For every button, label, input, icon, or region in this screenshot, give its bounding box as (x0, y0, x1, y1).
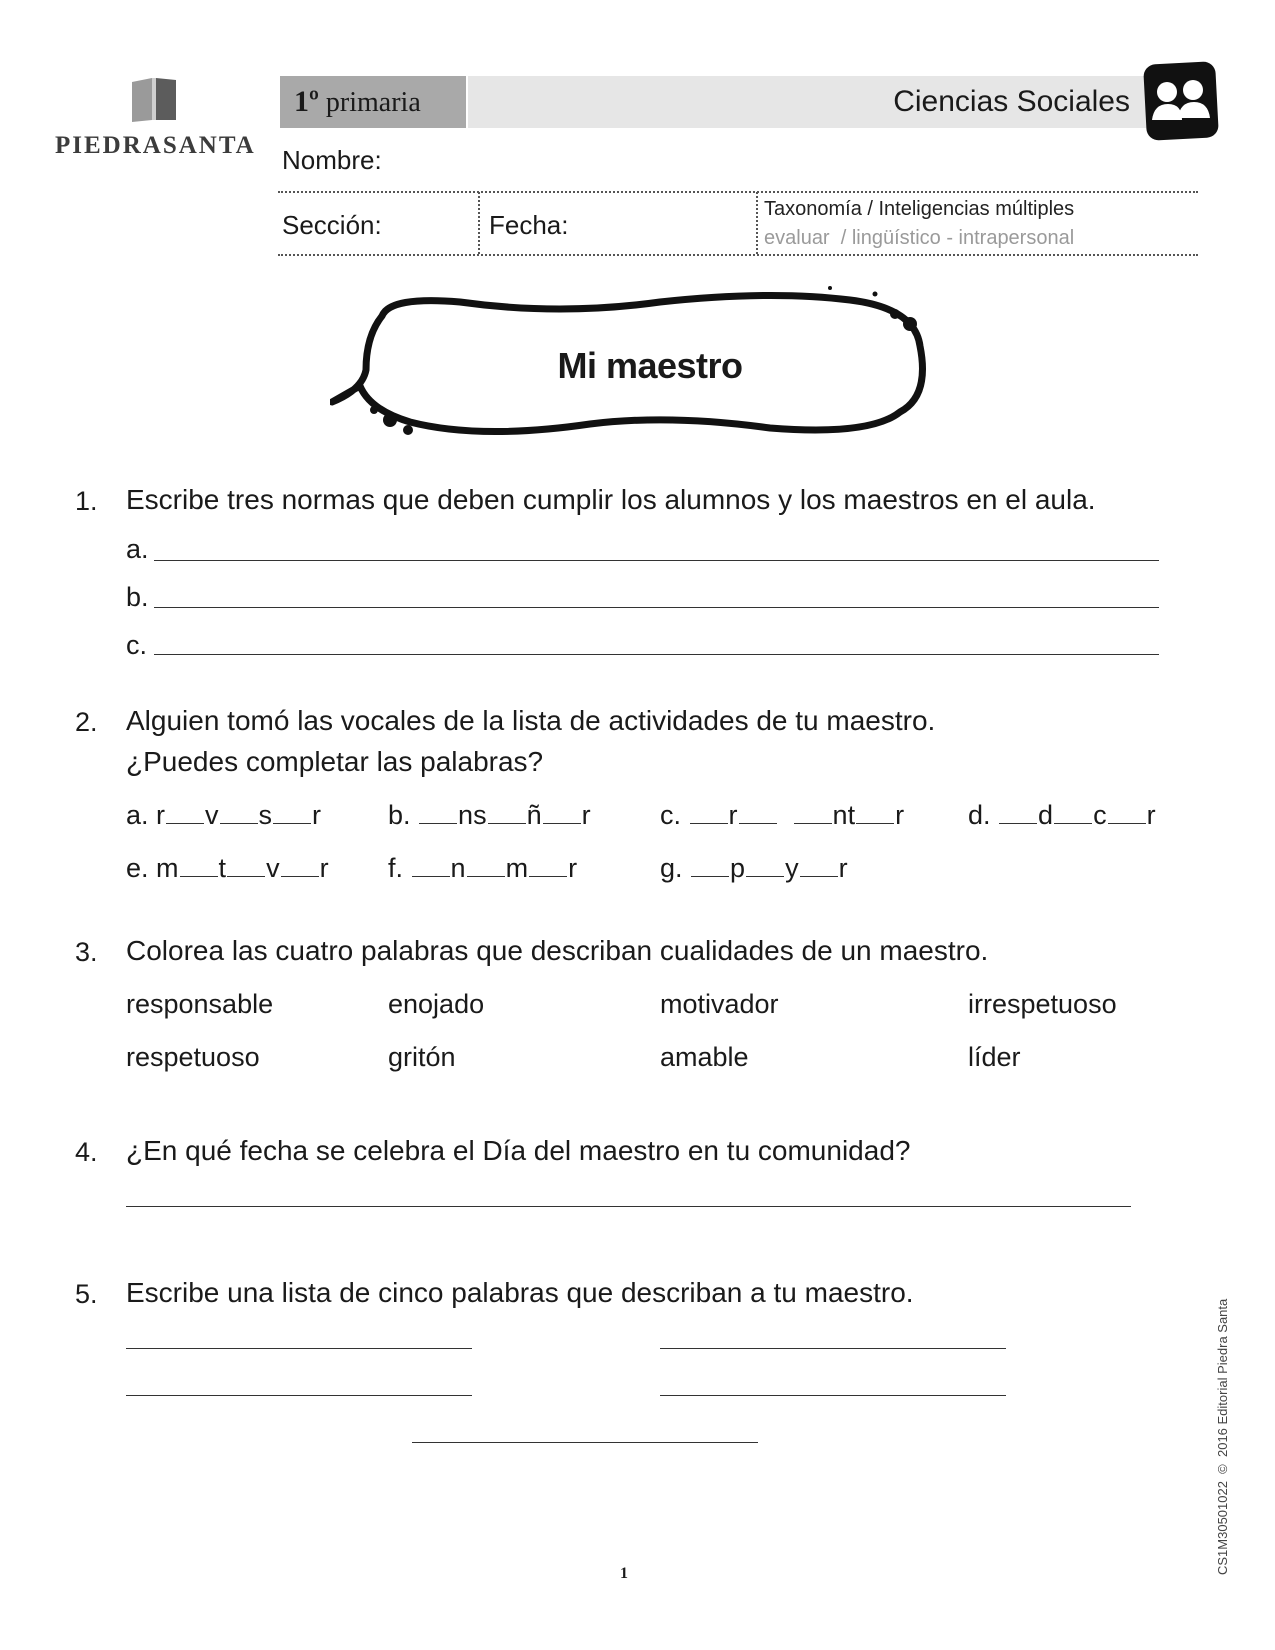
divider (478, 192, 480, 254)
vowel-blank[interactable] (1054, 803, 1092, 824)
quality-word[interactable]: líder (968, 1042, 1021, 1072)
book-logo-icon (130, 76, 180, 124)
answer-line[interactable] (126, 1348, 472, 1349)
vowel-blank[interactable] (739, 803, 777, 824)
question-subtext: ¿Puedes completar las palabras? (126, 746, 544, 777)
missing-vowel-word: g. p y r (660, 853, 848, 883)
vowel-blank[interactable] (856, 803, 894, 824)
nombre-label: Nombre: (282, 145, 382, 175)
answer-label: b. (126, 582, 149, 612)
grade-number: 1º (294, 85, 319, 118)
answer-line[interactable] (154, 607, 1159, 608)
missing-vowel-word: e. m t v r (126, 853, 329, 883)
vowel-blank[interactable] (467, 856, 505, 877)
question-text: Escribe una lista de cinco palabras que describan a tu maestro. (126, 1277, 914, 1308)
taxonomy-values: evaluar / lingüístico - intrapersonal (764, 227, 1075, 249)
subject-title: Ciencias Sociales (468, 76, 1148, 128)
vowel-blank[interactable] (691, 856, 729, 877)
brand-logo-text: PIEDRASANTA (55, 132, 256, 159)
grade-label (280, 76, 466, 128)
quality-word[interactable]: amable (660, 1042, 749, 1072)
page-number: 1 (620, 1565, 628, 1582)
question-number: 5. (75, 1279, 98, 1309)
vowel-blank[interactable] (1108, 803, 1146, 824)
vowel-blank[interactable] (794, 803, 832, 824)
divider (278, 191, 1198, 193)
missing-vowel-word: b. ns ñ r (388, 800, 591, 830)
quality-word[interactable]: responsable (126, 989, 274, 1019)
vowel-blank[interactable] (166, 803, 204, 824)
question-text: Escribe tres normas que deben cumplir los alumnos y los maestros en el aula. (126, 484, 1096, 515)
vowel-blank[interactable] (180, 856, 218, 877)
question-number: 2. (75, 707, 98, 737)
vowel-blank[interactable] (746, 856, 784, 877)
missing-vowel-word: d. d c r (968, 800, 1156, 830)
grade-level: primaria (325, 87, 421, 118)
vowel-blank[interactable] (419, 803, 457, 824)
vowel-blank[interactable] (273, 803, 311, 824)
vowel-blank[interactable] (281, 856, 319, 877)
answer-line[interactable] (660, 1348, 1006, 1349)
vowel-blank[interactable] (529, 856, 567, 877)
quality-word[interactable]: motivador (660, 989, 779, 1019)
vowel-blank[interactable] (227, 856, 265, 877)
missing-vowel-word: c. r nt r (660, 800, 905, 830)
quality-word[interactable]: respetuoso (126, 1042, 260, 1072)
vowel-blank[interactable] (999, 803, 1037, 824)
worksheet-title: Mi maestro (557, 345, 743, 386)
missing-vowel-word: f. n m r (388, 853, 578, 883)
vowel-blank[interactable] (488, 803, 526, 824)
answer-line[interactable] (126, 1395, 472, 1396)
question-text: Alguien tomó las vocales de la lista de actividades de tu maestro. (126, 705, 936, 736)
answer-line[interactable] (412, 1442, 758, 1443)
answer-line[interactable] (126, 1206, 1131, 1207)
vowel-blank[interactable] (690, 803, 728, 824)
answer-label: a. (126, 534, 149, 564)
quality-word[interactable]: enojado (388, 989, 485, 1019)
vowel-blank[interactable] (412, 856, 450, 877)
quality-word[interactable]: gritón (388, 1042, 456, 1072)
answer-line[interactable] (660, 1395, 1006, 1396)
answer-line[interactable] (154, 560, 1159, 561)
question-number: 4. (75, 1137, 98, 1167)
taxonomy-title: Taxonomía / Inteligencias múltiples (764, 198, 1075, 220)
quality-word[interactable]: irrespetuoso (968, 989, 1117, 1019)
answer-line[interactable] (154, 654, 1159, 655)
divider (756, 192, 758, 254)
question-text: Colorea las cuatro palabras que describan cualidades de un maestro. (126, 935, 989, 966)
vowel-blank[interactable] (220, 803, 258, 824)
divider (278, 254, 1198, 256)
question-number: 3. (75, 937, 98, 967)
people-icon (1142, 60, 1220, 146)
seccion-label: Sección: (282, 210, 382, 240)
fecha-label: Fecha: (489, 210, 569, 240)
answer-label: c. (126, 630, 148, 660)
vowel-blank[interactable] (800, 856, 838, 877)
missing-vowel-word: a. r v s r (126, 800, 322, 830)
copyright-text: CS1M30501022 © 2016 Editorial Piedra Santa (1215, 1298, 1230, 1575)
question-number: 1. (75, 486, 98, 516)
question-text: ¿En qué fecha se celebra el Día del maestro en tu comunidad? (126, 1135, 911, 1166)
vowel-blank[interactable] (543, 803, 581, 824)
